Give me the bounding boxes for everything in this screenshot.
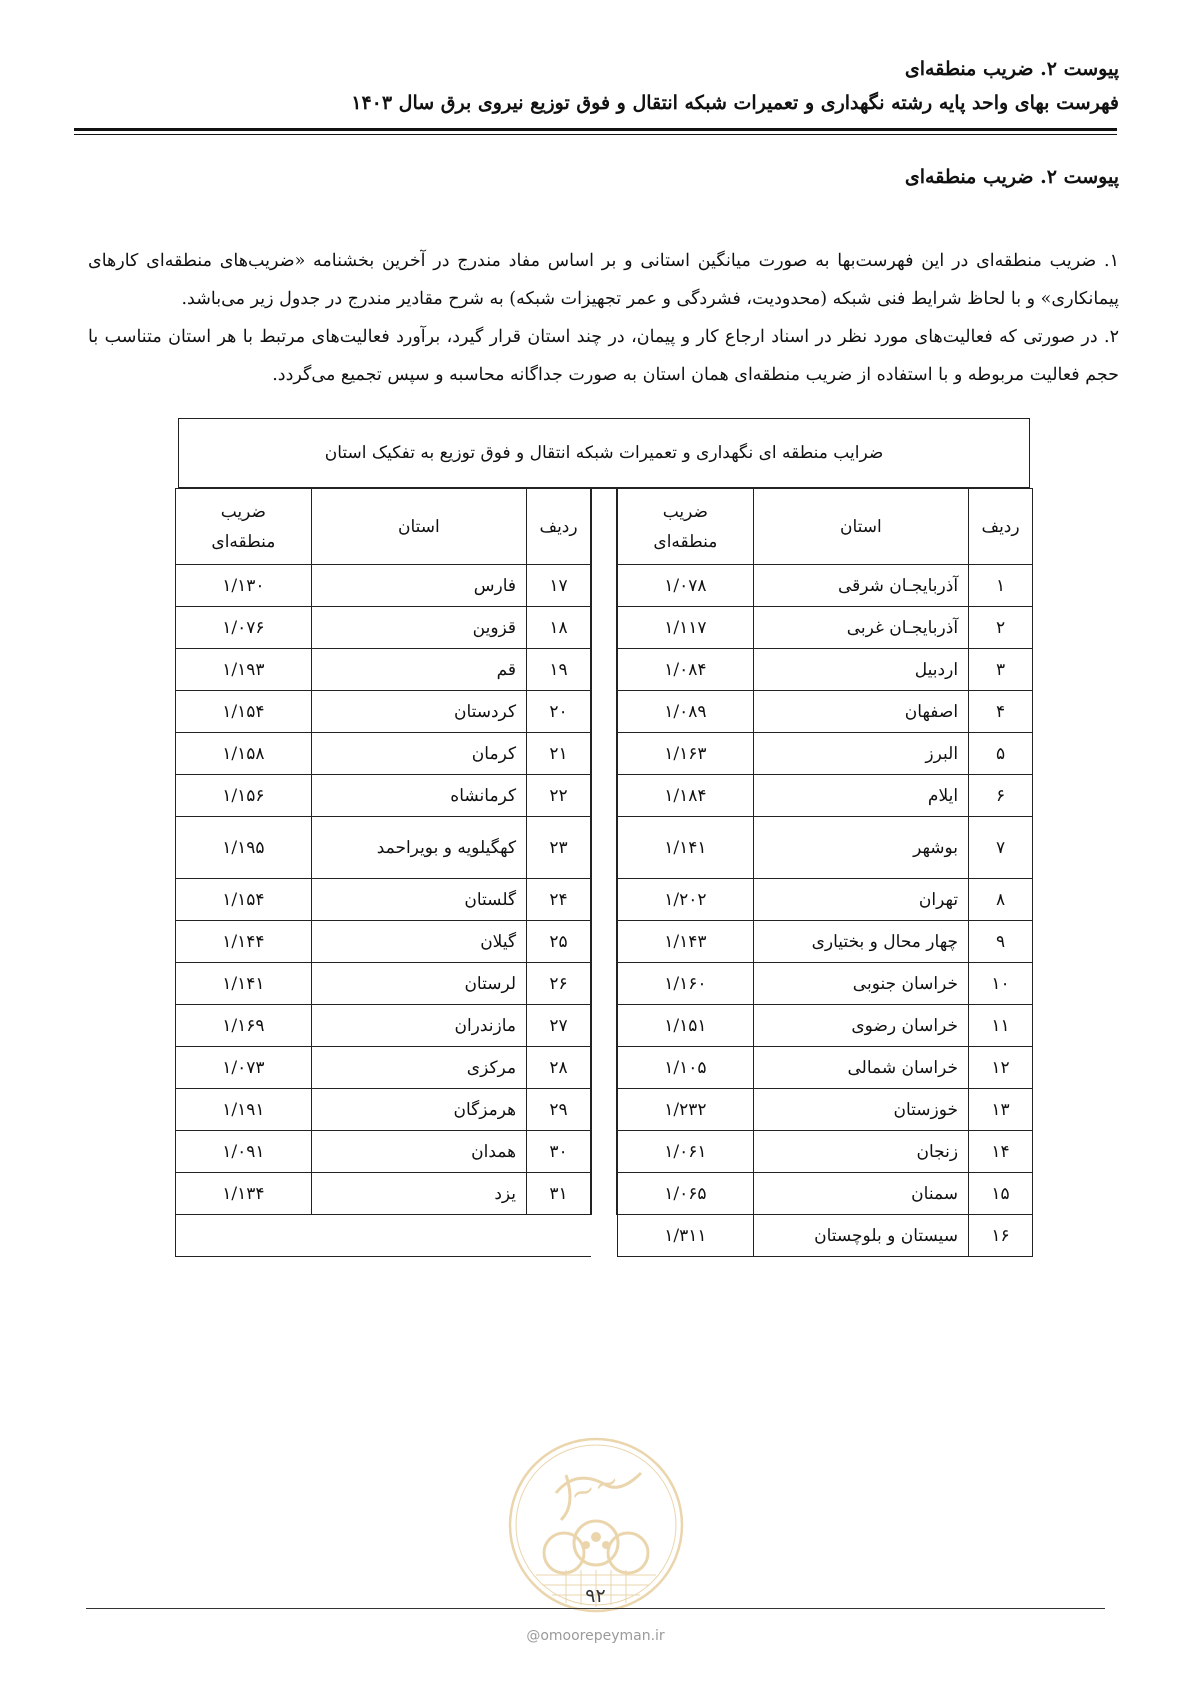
row-number-cell: ۱۰ — [969, 963, 1033, 1005]
province-name-cell: آذربایجـان شرقی — [753, 565, 968, 607]
coefficient-cell: ۱/۱۵۸ — [176, 733, 312, 775]
row-number-cell: ۲۱ — [527, 733, 591, 775]
coefficient-cell: ۱/۱۶۰ — [618, 963, 754, 1005]
regional-coefficients-table — [175, 418, 1033, 1248]
paragraph-2: ۲. در صورتی که فعالیت‌های مورد نظر در اسناد ارجاع کار و پیمان، در چند استان قرار گیرد، برآورد فعالیت‌های مرتبط با هر استان متناسب با حجم فعالیت مربوطه و با استفاده از ضریب منطقه‌ای همان استان به صورت جداگانه محاسبه و سپس تجمیع می‌گردد. — [88, 327, 1119, 385]
coefficient-cell: ۱/۳۱۱ — [618, 1215, 754, 1257]
coefficient-cell: ۱/۰۷۸ — [618, 565, 754, 607]
province-name-cell: اصفهان — [753, 691, 968, 733]
table-row — [176, 1173, 591, 1215]
province-name-cell: قم — [311, 649, 526, 691]
website-watermark: @omoorepeyman.ir — [526, 1628, 665, 1644]
province-name-cell: البرز — [753, 733, 968, 775]
table-caption: ضرایب منطقه ای نگهداری و تعمیرات شبکه انتقال و فوق توزیع به تفکیک استان — [178, 418, 1030, 488]
coefficient-cell: ۱/۱۱۷ — [618, 607, 754, 649]
coefficient-cell: ۱/۰۶۵ — [618, 1173, 754, 1215]
header-province: استان — [311, 489, 526, 565]
table-row — [176, 963, 591, 1005]
table-row — [176, 607, 591, 649]
row-number-cell: ۱۴ — [969, 1131, 1033, 1173]
province-name-cell: کرمانشاه — [311, 775, 526, 817]
table-row — [176, 1005, 591, 1047]
province-name-cell: ایلام — [753, 775, 968, 817]
province-name-cell: خوزستان — [753, 1089, 968, 1131]
table-row — [618, 963, 1033, 1005]
header-appendix-title: پیوست ۲. ضریب منطقه‌ای — [904, 58, 1119, 80]
province-name-cell: کردستان — [311, 691, 526, 733]
province-name-cell: مازندران — [311, 1005, 526, 1047]
coefficient-cell: ۱/۰۹۱ — [176, 1131, 312, 1173]
row-number-cell: ۲۷ — [527, 1005, 591, 1047]
coefficient-cell: ۱/۱۴۱ — [618, 817, 754, 879]
province-name-cell: تهران — [753, 879, 968, 921]
row-number-cell: ۲ — [969, 607, 1033, 649]
coefficient-cell: ۱/۰۶۱ — [618, 1131, 754, 1173]
province-name-cell: زنجان — [753, 1131, 968, 1173]
header-document-title: فهرست بهای واحد پایه رشته نگهداری و تعمیرات شبکه انتقال و فوق توزیع نیروی برق سال ۱۴۰۳ — [351, 92, 1119, 114]
row-number-cell: ۱۸ — [527, 607, 591, 649]
coefficient-cell: ۱/۰۸۴ — [618, 649, 754, 691]
row-number-cell: ۱۳ — [969, 1089, 1033, 1131]
empty-cell — [176, 1215, 591, 1257]
table-right-half — [617, 488, 1033, 1257]
province-name-cell: بوشهر — [753, 817, 968, 879]
table-row — [618, 921, 1033, 963]
province-name-cell: همدان — [311, 1131, 526, 1173]
coefficient-cell: ۱/۱۸۴ — [618, 775, 754, 817]
row-number-cell: ۵ — [969, 733, 1033, 775]
row-number-cell: ۱۷ — [527, 565, 591, 607]
row-number-cell: ۳۰ — [527, 1131, 591, 1173]
coefficient-cell: ۱/۱۴۱ — [176, 963, 312, 1005]
coefficient-cell: ۱/۱۵۴ — [176, 879, 312, 921]
row-number-cell: ۱۵ — [969, 1173, 1033, 1215]
coefficient-cell: ۱/۱۴۴ — [176, 921, 312, 963]
coefficient-cell: ۱/۱۵۶ — [176, 775, 312, 817]
header-rule-thick — [74, 128, 1117, 131]
row-number-cell: ۴ — [969, 691, 1033, 733]
province-name-cell: کرمان — [311, 733, 526, 775]
body-text — [88, 242, 1119, 394]
section-title: پیوست ۲. ضریب منطقه‌ای — [904, 166, 1119, 188]
row-number-cell: ۶ — [969, 775, 1033, 817]
province-name-cell: خراسان شمالی — [753, 1047, 968, 1089]
row-number-cell: ۲۹ — [527, 1089, 591, 1131]
coefficient-cell: ۱/۱۹۳ — [176, 649, 312, 691]
row-number-cell: ۲۰ — [527, 691, 591, 733]
province-name-cell: گیلان — [311, 921, 526, 963]
table-row — [176, 1047, 591, 1089]
row-number-cell: ۱۹ — [527, 649, 591, 691]
table-row — [176, 775, 591, 817]
province-name-cell: سیستان و بلوچستان — [753, 1215, 968, 1257]
table-row — [176, 1089, 591, 1131]
row-number-cell: ۳ — [969, 649, 1033, 691]
row-number-cell: ۱۱ — [969, 1005, 1033, 1047]
table-row — [618, 733, 1033, 775]
province-name-cell: فارس — [311, 565, 526, 607]
table-row — [618, 1215, 1033, 1257]
table-row — [618, 565, 1033, 607]
table-row — [618, 1131, 1033, 1173]
row-number-cell: ۱۶ — [969, 1215, 1033, 1257]
row-number-cell: ۳۱ — [527, 1173, 591, 1215]
table-row — [618, 1047, 1033, 1089]
province-name-cell: سمنان — [753, 1173, 968, 1215]
row-number-cell: ۱ — [969, 565, 1033, 607]
coefficient-cell: ۱/۲۰۲ — [618, 879, 754, 921]
row-number-cell: ۹ — [969, 921, 1033, 963]
paragraph-1: ۱. ضریب منطقه‌ای در این فهرست‌بها به صورت میانگین استانی و بر اساس مفاد مندرج در آخرین بخشنامه «ضریب‌های منطقه‌ای کارهای پیمانکاری» و با لحاظ شرایط فنی شبکه (محدودیت، فشردگی و عمر تجهیزات شبکه) به شرح مقادیر مندرج در جدول زیر می‌باشد. — [88, 251, 1119, 309]
coefficient-cell: ۱/۰۷۳ — [176, 1047, 312, 1089]
header-rule-thin — [74, 134, 1117, 135]
page-number: ۹۲ — [585, 1585, 606, 1607]
coefficient-cell: ۱/۱۴۳ — [618, 921, 754, 963]
table-row — [176, 879, 591, 921]
table-row — [176, 921, 591, 963]
province-name-cell: یزد — [311, 1173, 526, 1215]
table-row — [618, 607, 1033, 649]
province-name-cell: گلستان — [311, 879, 526, 921]
table-left-half — [175, 488, 591, 1257]
coefficient-cell: ۱/۱۶۳ — [618, 733, 754, 775]
coefficient-cell: ۱/۱۵۴ — [176, 691, 312, 733]
province-name-cell: اردبیل — [753, 649, 968, 691]
row-number-cell: ۷ — [969, 817, 1033, 879]
header-coefficient: ضریب منطقه‌ای — [176, 489, 312, 565]
province-name-cell: هرمزگان — [311, 1089, 526, 1131]
table-row — [618, 1173, 1033, 1215]
province-name-cell: لرستان — [311, 963, 526, 1005]
header-coefficient: ضریب منطقه‌ای — [618, 489, 754, 565]
table-row — [618, 649, 1033, 691]
table-row — [176, 649, 591, 691]
table-row — [176, 691, 591, 733]
province-name-cell: خراسان جنوبی — [753, 963, 968, 1005]
coefficient-cell: ۱/۱۰۵ — [618, 1047, 754, 1089]
header-row-number: ردیف — [969, 489, 1033, 565]
coefficient-cell: ۱/۱۳۴ — [176, 1173, 312, 1215]
table-row-empty — [176, 1215, 591, 1257]
row-number-cell: ۲۲ — [527, 775, 591, 817]
province-name-cell: قزوین — [311, 607, 526, 649]
coefficient-cell: ۱/۱۶۹ — [176, 1005, 312, 1047]
row-number-cell: ۲۴ — [527, 879, 591, 921]
row-number-cell: ۱۲ — [969, 1047, 1033, 1089]
table-row — [618, 1089, 1033, 1131]
table-row — [618, 1005, 1033, 1047]
table-gap-column — [591, 488, 617, 1215]
table-row — [618, 817, 1033, 879]
coefficient-cell: ۱/۱۳۰ — [176, 565, 312, 607]
running-header — [72, 52, 1119, 120]
table-row — [618, 775, 1033, 817]
table-row — [176, 1131, 591, 1173]
header-province: استان — [753, 489, 968, 565]
table-row — [176, 733, 591, 775]
footer-rule — [86, 1608, 1105, 1609]
row-number-cell: ۲۳ — [527, 817, 591, 879]
coefficient-cell: ۱/۲۳۲ — [618, 1089, 754, 1131]
header-row-number: ردیف — [527, 489, 591, 565]
coefficient-cell: ۱/۰۸۹ — [618, 691, 754, 733]
row-number-cell: ۲۵ — [527, 921, 591, 963]
province-name-cell: آذربایجـان غربی — [753, 607, 968, 649]
row-number-cell: ۲۶ — [527, 963, 591, 1005]
province-name-cell: چهار محال و بختیاری — [753, 921, 968, 963]
province-name-cell: خراسان رضوی — [753, 1005, 968, 1047]
row-number-cell: ۸ — [969, 879, 1033, 921]
coefficient-cell: ۱/۰۷۶ — [176, 607, 312, 649]
table-row — [176, 817, 591, 879]
coefficient-cell: ۱/۱۹۵ — [176, 817, 312, 879]
row-number-cell: ۲۸ — [527, 1047, 591, 1089]
coefficient-cell: ۱/۱۵۱ — [618, 1005, 754, 1047]
table-row — [176, 565, 591, 607]
coefficient-cell: ۱/۱۹۱ — [176, 1089, 312, 1131]
table-row — [618, 691, 1033, 733]
table-row — [618, 879, 1033, 921]
province-name-cell: کهگیلویه و بویراحمد — [311, 817, 526, 879]
svg-text:~~: ~~ — [565, 1463, 625, 1514]
province-name-cell: مرکزی — [311, 1047, 526, 1089]
